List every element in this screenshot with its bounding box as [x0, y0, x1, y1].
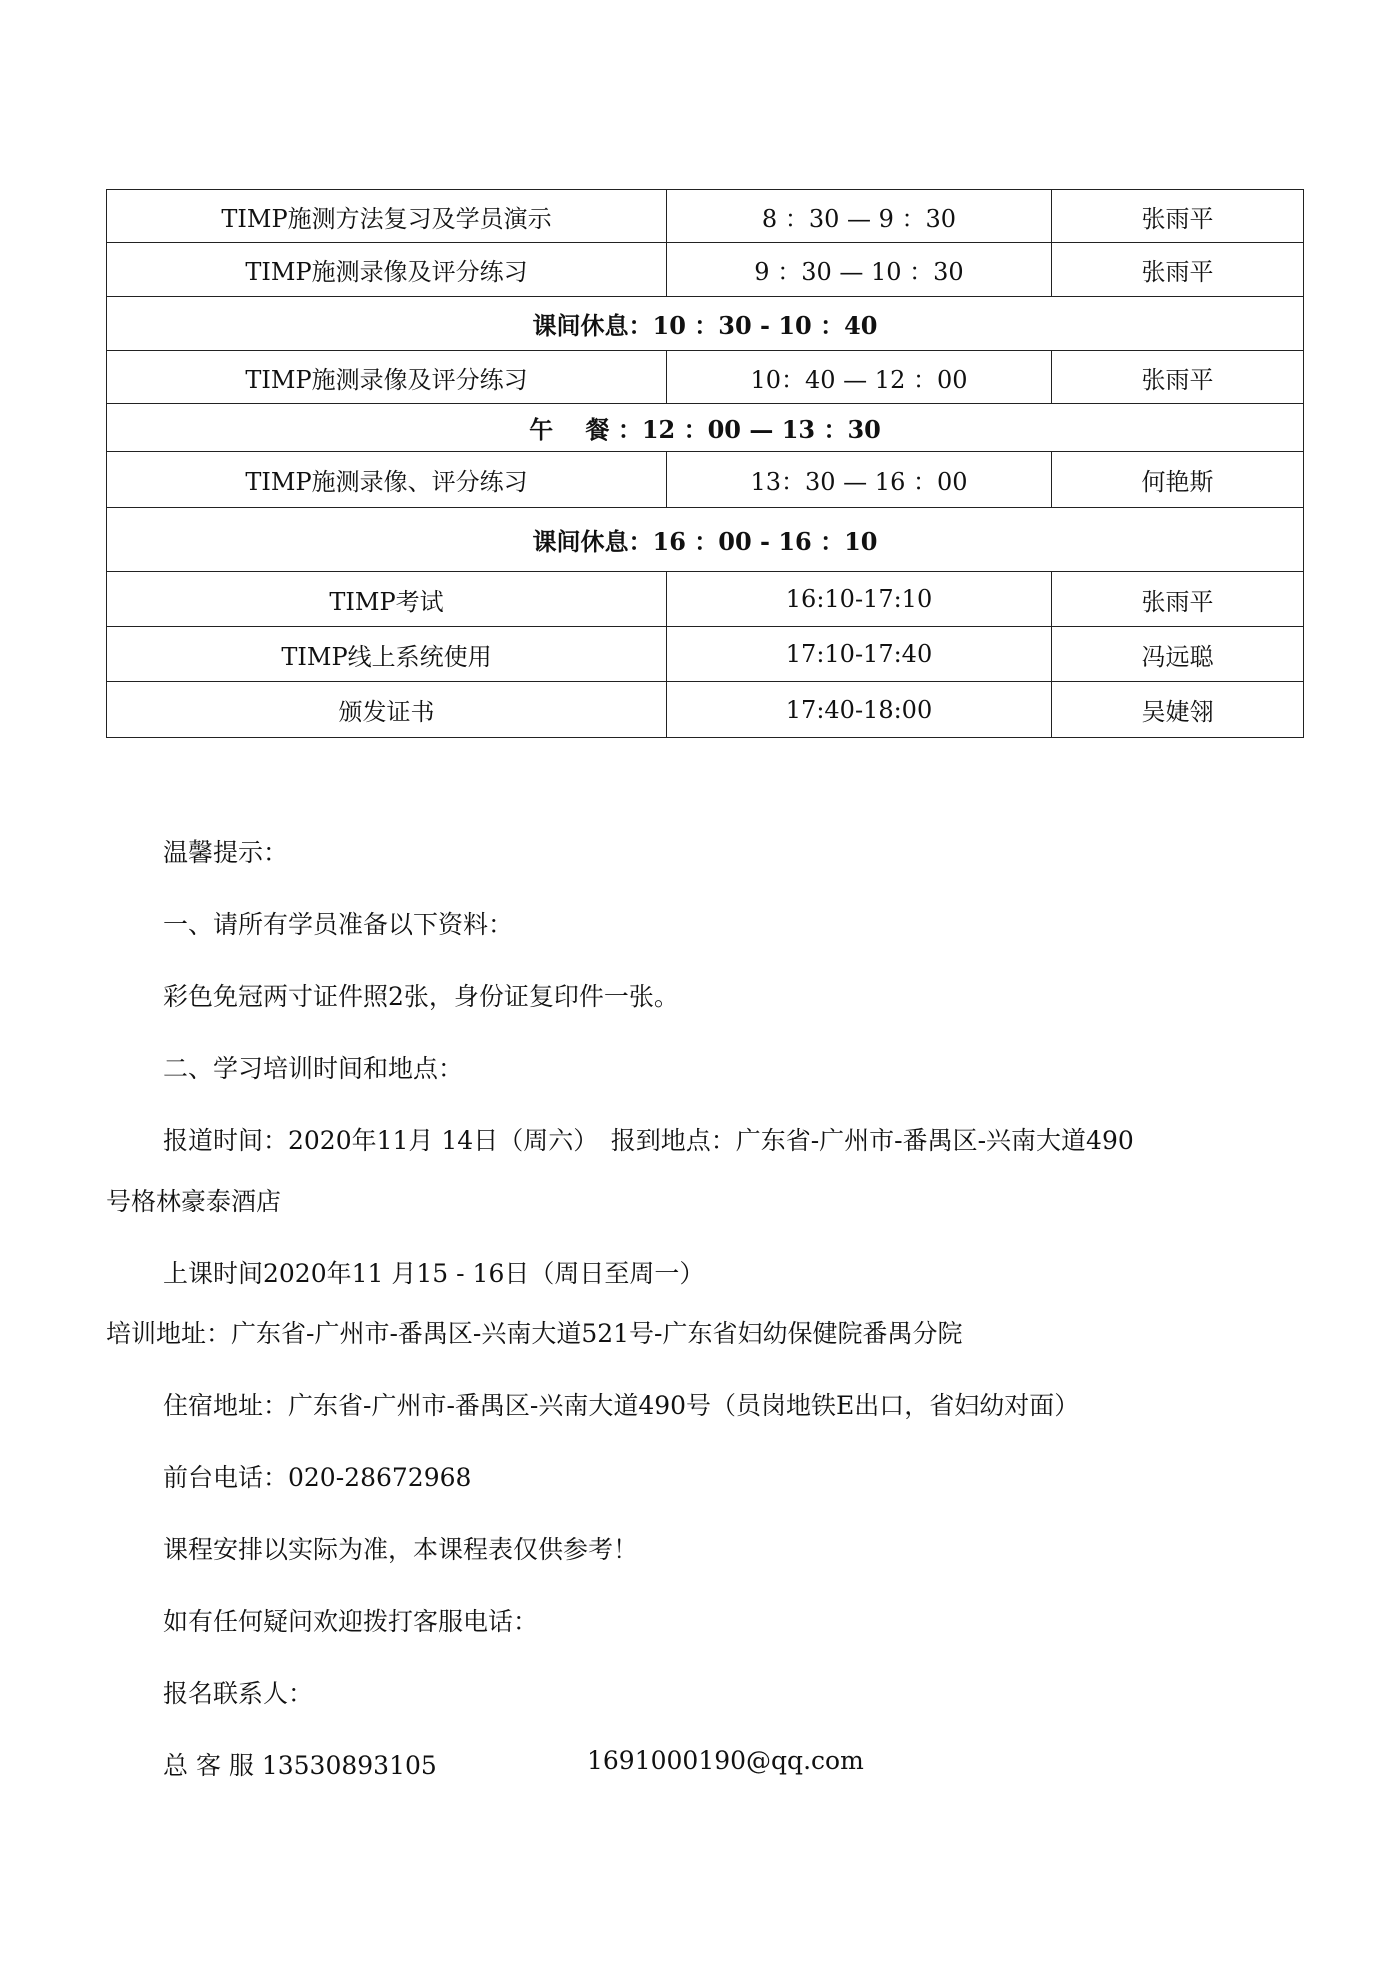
schedule-row: [107, 682, 1304, 738]
training-address: 培训地址：广东省-广州市-番禺区-兴南大道521号-广东省妇幼保健院番禺分院: [106, 1319, 963, 1348]
time-cell: 17:40-18:00: [667, 682, 1052, 738]
time-cell: 9 ：30 — 10 ：30: [667, 243, 1052, 297]
contact-name-phone: 总 客 服 13530893105: [163, 1751, 437, 1780]
schedule-row: [107, 243, 1304, 297]
time-cell: 17:10-17:40: [667, 627, 1052, 682]
time-location-heading: 二、学习培训时间和地点：: [163, 1054, 464, 1083]
course-cell: TIMP线上系统使用: [107, 627, 667, 682]
tip-heading: 温馨提示：: [163, 838, 289, 867]
lodging-address: 住宿地址：广东省-广州市-番禺区-兴南大道490号（员岗地铁E出口，省妇幼对面）: [163, 1391, 1080, 1420]
teacher-cell: 张雨平: [1052, 351, 1304, 404]
course-cell: TIMP考试: [107, 572, 667, 627]
schedule-row: [107, 572, 1304, 627]
materials-body: 彩色免冠两寸证件照2张，身份证复印件一张。: [163, 982, 679, 1011]
contact-line: [163, 1746, 1263, 1782]
front-desk-phone: 前台电话：020-28672968: [163, 1463, 472, 1492]
checkin-info-line1: 报道时间：2020年11月 14日（周六） 报到地点：广东省-广州市-番禺区-兴南大道490: [163, 1126, 1134, 1155]
materials-heading: 一、请所有学员准备以下资料：: [163, 910, 514, 939]
schedule-row: [107, 452, 1304, 508]
disclaimer: 课程安排以实际为准，本课程表仅供参考！: [163, 1535, 639, 1564]
class-time: 上课时间2020年11 月15 - 16日（周日至周一）: [163, 1259, 705, 1288]
teacher-cell: 吴婕翎: [1052, 682, 1304, 738]
hotline-prompt: 如有任何疑问欢迎拨打客服电话：: [163, 1607, 539, 1636]
time-cell: 13：30 — 16 ：00: [667, 452, 1052, 508]
schedule-body: [107, 190, 1304, 738]
contact-email: 1691000190@qq.com: [587, 1746, 864, 1775]
contact-heading: 报名联系人：: [163, 1679, 314, 1708]
time-cell: 8 ：30 — 9 ：30: [667, 190, 1052, 243]
break-text: 课间休息：10 ：30 - 10 ：40: [107, 297, 1304, 351]
schedule-break-row: [107, 508, 1304, 572]
course-cell: TIMP施测录像及评分练习: [107, 243, 667, 297]
checkin-info-line2: 号格林豪泰酒店: [106, 1187, 282, 1216]
course-cell: 颁发证书: [107, 682, 667, 738]
teacher-cell: 何艳斯: [1052, 452, 1304, 508]
teacher-cell: 张雨平: [1052, 190, 1304, 243]
teacher-cell: 张雨平: [1052, 572, 1304, 627]
schedule-row: [107, 190, 1304, 243]
break-text: 课间休息：16 ：00 - 16 ：10: [107, 508, 1304, 572]
time-cell: 10：40 — 12 ：00: [667, 351, 1052, 404]
schedule-row: [107, 351, 1304, 404]
schedule-table: [106, 189, 1304, 738]
course-cell: TIMP施测录像、评分练习: [107, 452, 667, 508]
schedule-break-row: [107, 404, 1304, 452]
schedule-break-row: [107, 297, 1304, 351]
course-cell: TIMP施测方法复习及学员演示: [107, 190, 667, 243]
break-text: 午 餐 ：12 ：00 — 13 ：30: [107, 404, 1304, 452]
teacher-cell: 冯远聪: [1052, 627, 1304, 682]
course-cell: TIMP施测录像及评分练习: [107, 351, 667, 404]
schedule-row: [107, 627, 1304, 682]
teacher-cell: 张雨平: [1052, 243, 1304, 297]
time-cell: 16:10-17:10: [667, 572, 1052, 627]
